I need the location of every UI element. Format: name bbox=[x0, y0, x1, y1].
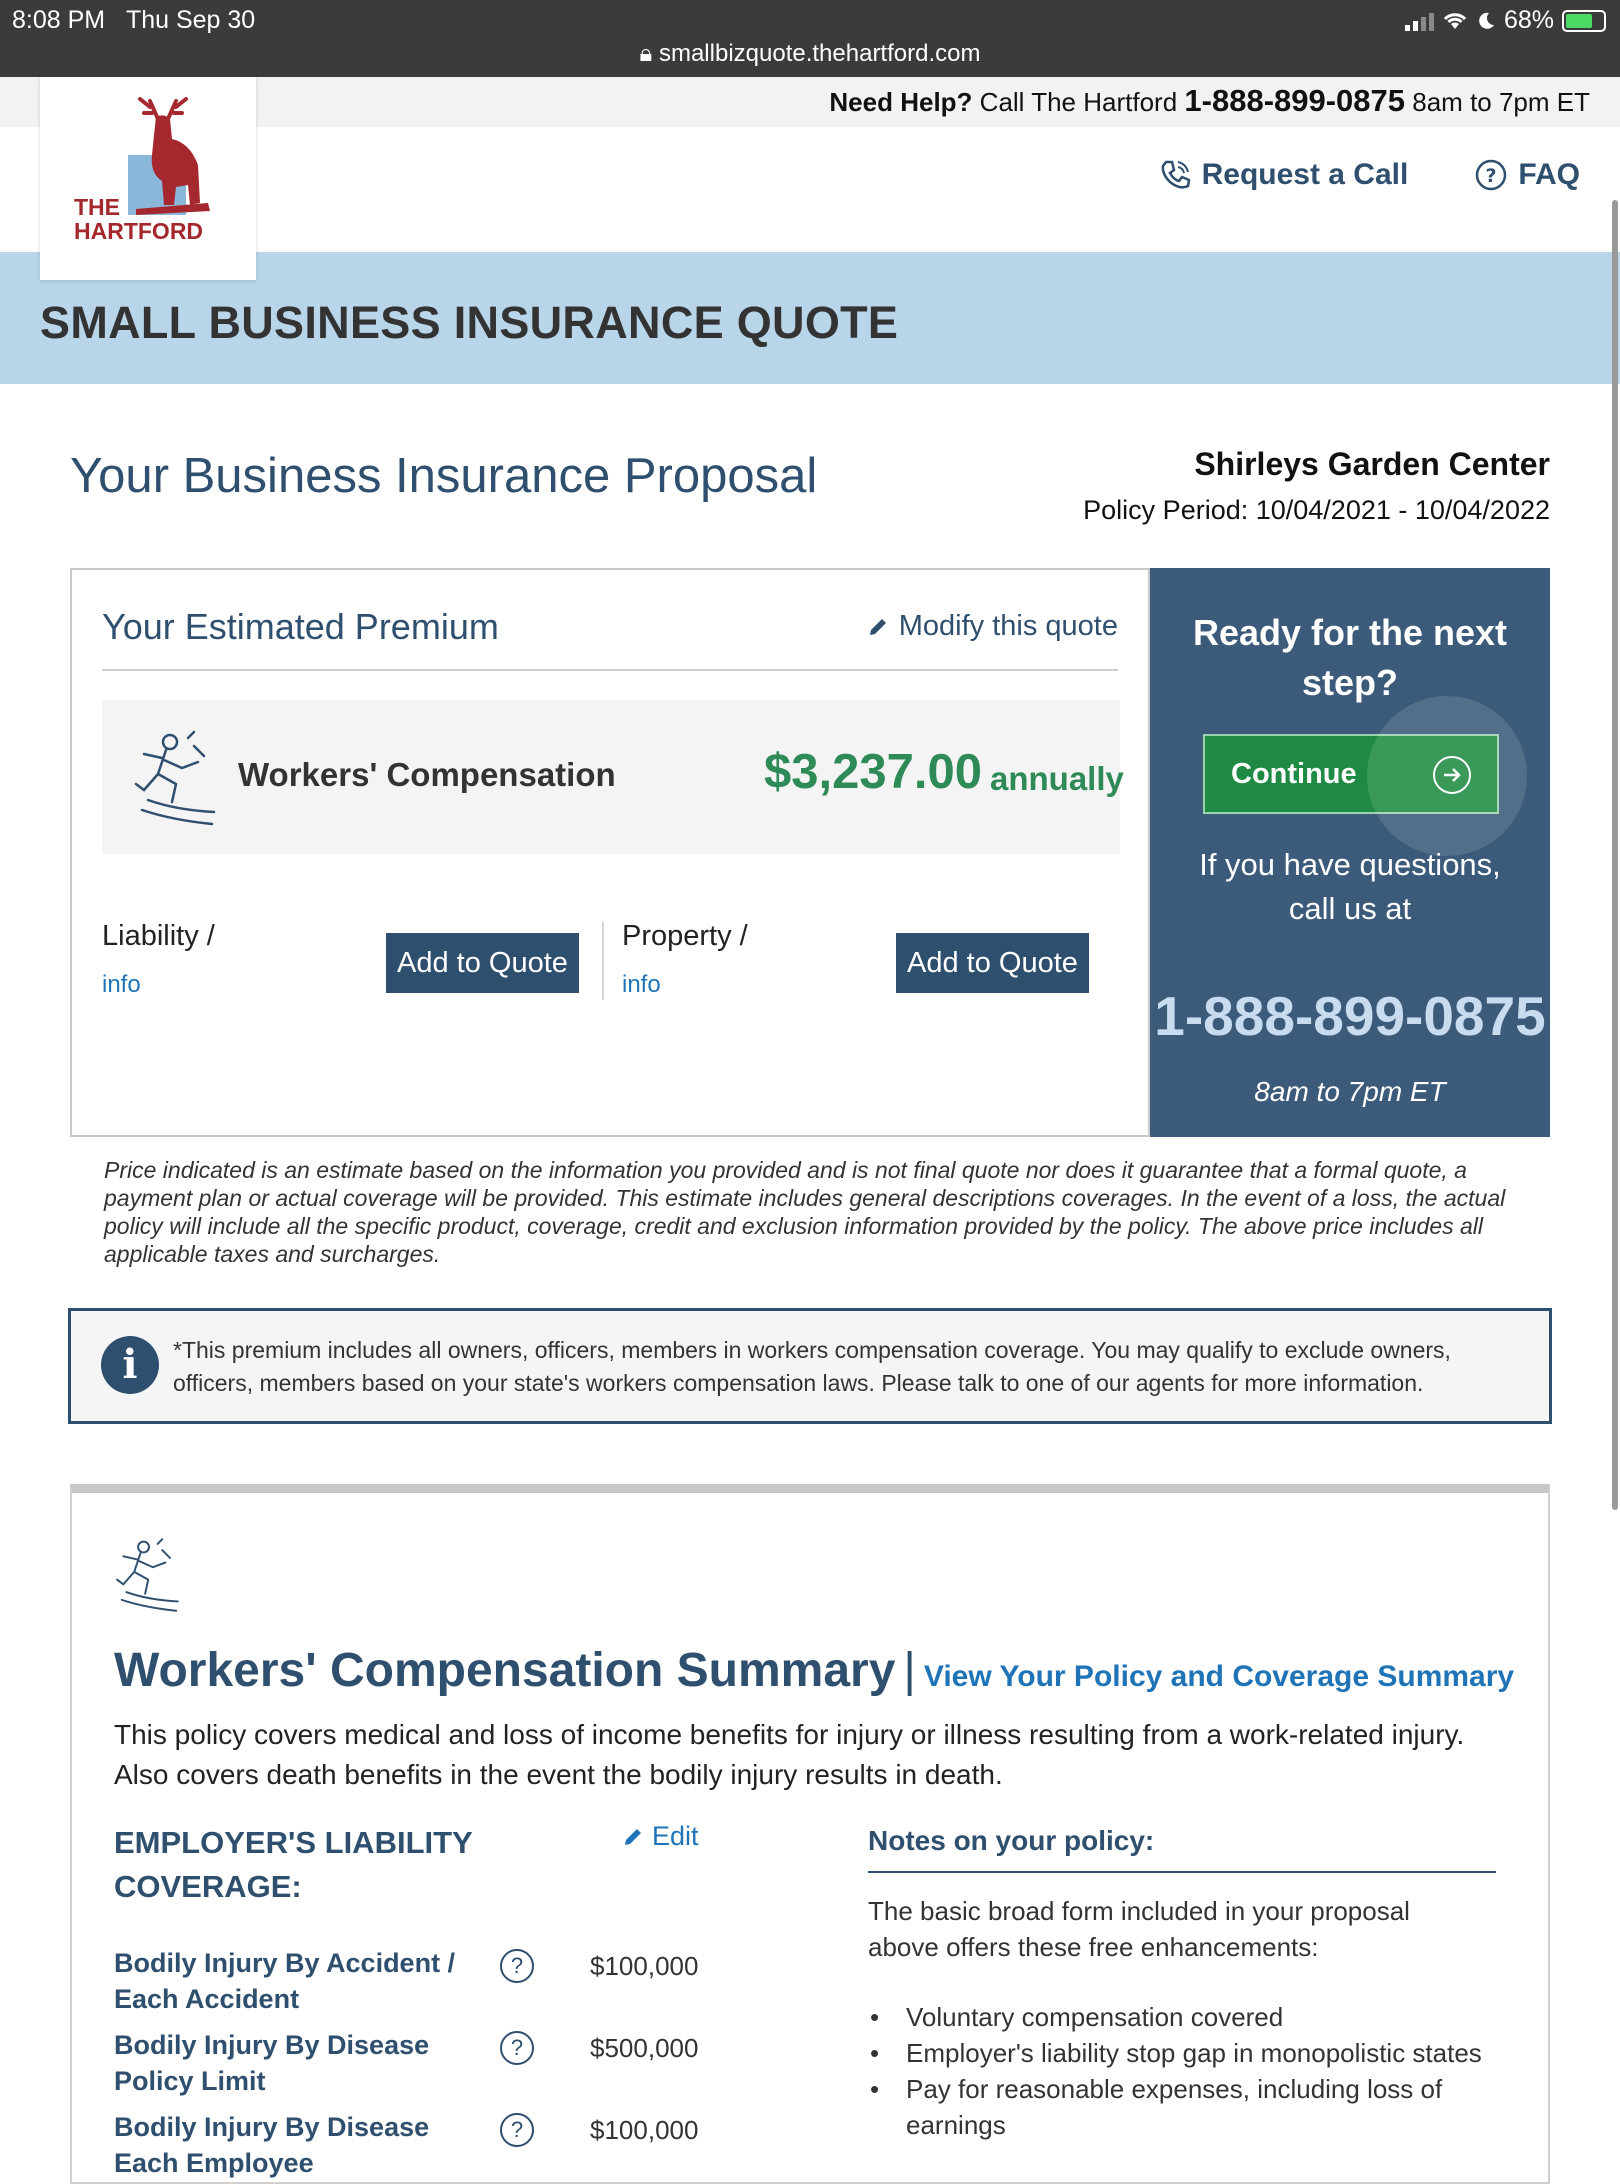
stag-icon bbox=[40, 77, 256, 280]
info-icon: i bbox=[101, 1336, 159, 1394]
page-scrollbar[interactable] bbox=[1612, 200, 1618, 1510]
property-addon bbox=[622, 920, 748, 999]
continue-button[interactable] bbox=[1203, 734, 1499, 814]
slip-fall-icon bbox=[132, 728, 222, 828]
property-label: Property / bbox=[622, 920, 748, 952]
hartford-logo[interactable] bbox=[40, 77, 256, 280]
date-text: Thu Sep 30 bbox=[125, 6, 256, 34]
phone-icon bbox=[1158, 158, 1192, 192]
premium-panel bbox=[70, 568, 1150, 1137]
coverage-amount-disease-policy: $500,000 bbox=[590, 2033, 699, 2063]
question-circle-icon bbox=[1474, 158, 1508, 192]
faq-link[interactable] bbox=[1474, 158, 1580, 192]
modify-quote-label: Modify this quote bbox=[898, 610, 1118, 642]
wifi-icon bbox=[1442, 11, 1468, 31]
addon-divider bbox=[602, 922, 604, 1000]
employer-liability-heading: EMPLOYER'S LIABILITY COVERAGE: bbox=[114, 1825, 473, 1904]
call-text: Call The Hartford bbox=[979, 87, 1178, 117]
premium-title: Your Estimated Premium bbox=[102, 606, 499, 647]
liability-label: Liability / bbox=[102, 920, 215, 952]
request-call-link[interactable] bbox=[1158, 158, 1409, 192]
premium-price: $3,237.00 bbox=[764, 745, 982, 799]
notes-list bbox=[868, 1999, 1488, 2143]
continue-label: Continue bbox=[1231, 758, 1357, 790]
summary-description: This policy covers medical and loss of income benefits for injury or illness resulting from a work-related injury. Also covers death benefits in the event the bodily injury results in death. bbox=[114, 1719, 1465, 1790]
title-separator: | bbox=[903, 1644, 916, 1697]
view-coverage-summary-link[interactable]: View Your Policy and Coverage Summary bbox=[923, 1660, 1515, 1693]
time-text: 8:08 PM bbox=[12, 6, 106, 34]
premium-divider bbox=[102, 669, 1118, 671]
add-liability-button[interactable]: Add to Quote bbox=[386, 933, 579, 993]
logo-line-1: THE bbox=[74, 194, 120, 220]
proposal-title: Your Business Insurance Proposal bbox=[70, 449, 818, 503]
summary-title bbox=[114, 1643, 1514, 1698]
signal-icon bbox=[1405, 11, 1434, 31]
status-time bbox=[12, 6, 255, 35]
price-disclaimer: Price indicated is an estimate based on the information you provided and is not final quote nor does it guarantee that a formal quote, a payment plan or actual coverage will be provided. This estimate includes general descriptions coverages. In the event of a loss, the actual policy will include all the specific product, coverage, credit and exclusion information provided by the policy. The above price includes all applicable taxes and surcharges. bbox=[104, 1157, 1506, 1267]
summary-title-text: Workers' Compensation Summary bbox=[114, 1644, 896, 1697]
address-bar[interactable] bbox=[0, 40, 1620, 68]
modify-quote-link[interactable] bbox=[867, 610, 1118, 643]
pencil-icon bbox=[867, 616, 889, 638]
help-question-icon[interactable]: ? bbox=[500, 1949, 534, 1983]
coverage-name-disease-employee: Bodily Injury By Disease Each Employee bbox=[114, 2112, 430, 2178]
battery-icon bbox=[1562, 10, 1606, 32]
arrow-right-icon bbox=[1433, 756, 1471, 794]
logo-line-2: HARTFORD bbox=[74, 218, 204, 244]
banner-title: SMALL BUSINESS INSURANCE QUOTE bbox=[40, 297, 899, 348]
list-item: • Voluntary compensation covered bbox=[868, 1999, 1488, 2035]
notes-intro: The basic broad form included in your proposal above offers these free enhancements: bbox=[868, 1896, 1410, 1962]
svg-text:?: ? bbox=[1485, 165, 1497, 187]
help-phone[interactable]: 1-888-899-0875 bbox=[1184, 83, 1406, 118]
help-text bbox=[829, 83, 1590, 119]
notes-heading: Notes on your policy: bbox=[868, 1825, 1496, 1873]
battery-percent: 68% bbox=[1503, 6, 1554, 34]
next-step-panel bbox=[1150, 568, 1550, 1137]
notice-text: *This premium includes all owners, officers, members in workers compensation coverage. You may qualify to exclude owners, officers, members based on your state's workers compensation laws. Please talk to one of our agents for more information. bbox=[173, 1337, 1451, 1396]
business-name: Shirleys Garden Center bbox=[1194, 446, 1550, 482]
list-item: • Pay for reasonable expenses, including loss of earnings bbox=[868, 2071, 1488, 2143]
url-text: smallbizquote.thehartford.com bbox=[658, 40, 981, 67]
policy-period: Policy Period: 10/04/2021 - 10/04/2022 bbox=[1083, 495, 1550, 525]
property-info-link[interactable]: info bbox=[622, 971, 661, 998]
slip-fall-icon bbox=[114, 1535, 184, 1615]
help-hours: 8am to 7pm ET bbox=[1412, 87, 1590, 117]
questions-text: If you have questions, call us at bbox=[1199, 847, 1501, 926]
faq-label: FAQ bbox=[1518, 158, 1580, 191]
edit-link[interactable] bbox=[622, 1821, 699, 1852]
request-call-label: Request a Call bbox=[1201, 158, 1409, 191]
next-step-heading: Ready for the next step? bbox=[1192, 612, 1508, 703]
coverage-name: Workers' Compensation bbox=[238, 756, 616, 793]
owners-notice bbox=[68, 1308, 1552, 1424]
business-info bbox=[1083, 446, 1550, 526]
help-question-icon[interactable]: ? bbox=[500, 2031, 534, 2065]
list-item: • Employer's liability stop gap in monopolistic states bbox=[868, 2035, 1488, 2071]
workers-comp-summary bbox=[70, 1484, 1550, 2184]
coverage-name-disease-policy: Bodily Injury By Disease Policy Limit bbox=[114, 2030, 430, 2096]
premium-frequency: annually bbox=[990, 760, 1124, 797]
lock-icon: 🔒︎ bbox=[639, 40, 653, 67]
logo-wordmark bbox=[74, 195, 203, 243]
edit-label: Edit bbox=[652, 1821, 699, 1851]
status-bar bbox=[0, 0, 1620, 77]
liability-addon bbox=[102, 920, 215, 999]
coverage-name-accident: Bodily Injury By Accident / Each Accident bbox=[114, 1948, 456, 2014]
pencil-icon bbox=[622, 1826, 644, 1848]
liability-info-link[interactable]: info bbox=[102, 971, 141, 998]
add-property-button[interactable]: Add to Quote bbox=[896, 933, 1089, 993]
need-help-label: Need Help? bbox=[829, 87, 973, 117]
top-links bbox=[1158, 158, 1580, 192]
next-step-hours: 8am to 7pm ET bbox=[1254, 1076, 1446, 1107]
status-icons bbox=[1405, 6, 1606, 35]
next-step-phone[interactable]: 1-888-899-0875 bbox=[1154, 985, 1546, 1047]
help-question-icon[interactable]: ? bbox=[500, 2113, 534, 2147]
coverage-amount-accident: $100,000 bbox=[590, 1951, 699, 1981]
moon-icon bbox=[1476, 11, 1496, 31]
coverage-amount-disease-employee: $100,000 bbox=[590, 2115, 699, 2145]
workers-comp-card bbox=[102, 700, 1124, 854]
